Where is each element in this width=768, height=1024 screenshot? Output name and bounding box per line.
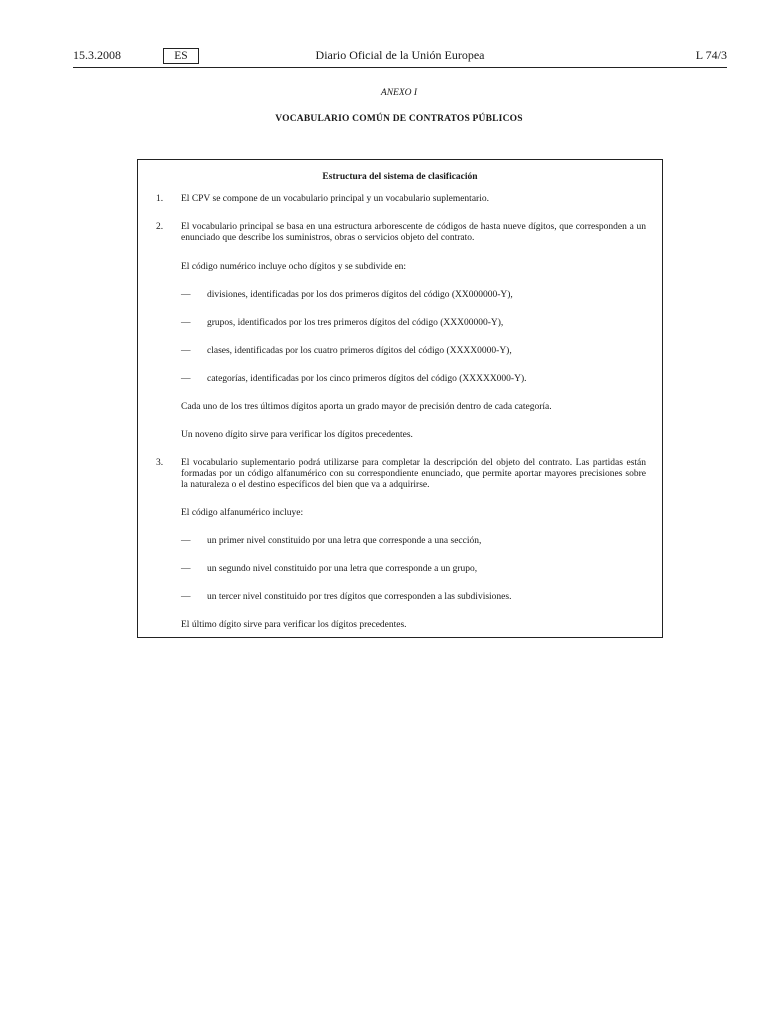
page-reference: L 74/3 — [695, 48, 727, 62]
journal-title: Diario Oficial de la Unión Europea — [315, 48, 485, 62]
dash-marker: — — [181, 374, 191, 384]
list-item: clases, identificadas por los cuatro primeros dígitos del código (XXXX0000-Y), — [207, 346, 512, 356]
item-intro: El código numérico incluye ocho dígitos y se subdivide en: — [181, 262, 407, 272]
paragraph: Cada uno de los tres últimos dígitos aporta un grado mayor de precisión dentro de cada categoría. — [181, 402, 552, 412]
box-title: Estructura del sistema de clasificación — [322, 172, 478, 182]
paragraph: El último dígito sirve para verificar los dígitos precedentes. — [181, 620, 407, 630]
dash-marker: — — [181, 564, 191, 574]
annex-label: ANEXO I — [380, 88, 418, 98]
dash-marker: — — [181, 318, 191, 328]
main-title: VOCABULARIO COMÚN DE CONTRATOS PÚBLICOS — [275, 114, 523, 124]
item-text: El vocabulario principal se basa en una estructura arborescente de códigos de hasta nueve dígitos, que corresponden a un enunciado que describe los suministros, obras o servicios objeto del contrato. — [181, 222, 646, 243]
list-item: divisiones, identificadas por los dos primeros dígitos del código (XX000000-Y), — [207, 290, 513, 300]
list-item: un primer nivel constituido por una letra que corresponde a una sección, — [207, 536, 482, 546]
item-number: 2. — [156, 222, 164, 232]
dash-marker: — — [181, 536, 191, 546]
dash-marker: — — [181, 290, 191, 300]
dash-marker: — — [181, 592, 191, 602]
dash-marker: — — [181, 346, 191, 356]
list-item: un tercer nivel constituido por tres dígitos que corresponden a las subdivisiones. — [207, 592, 512, 602]
item-number: 1. — [156, 194, 164, 204]
classification-box — [137, 159, 663, 638]
page-header — [0, 0, 768, 70]
list-item: un segundo nivel constituido por una letra que corresponde a un grupo, — [207, 564, 478, 574]
publication-date: 15.3.2008 — [73, 48, 121, 62]
item-intro: El código alfanumérico incluye: — [181, 508, 304, 518]
paragraph: Un noveno dígito sirve para verificar los dígitos precedentes. — [181, 430, 413, 440]
list-item: grupos, identificados por los tres primeros dígitos del código (XXX00000-Y), — [207, 318, 504, 328]
header-rule — [73, 67, 727, 68]
item-text: El vocabulario suplementario podrá utilizarse para completar la descripción del objeto del contrato. Las partidas están formadas por un código alfanumérico con su correspondiente enunciado, que permite aportar mayores precisiones sobre la naturaleza o el destino específicos del bien que va a adquirirse. — [181, 458, 646, 490]
item-text: El CPV se compone de un vocabulario principal y un vocabulario suplementario. — [181, 194, 489, 204]
item-number: 3. — [156, 458, 164, 468]
list-item: categorías, identificadas por los cinco primeros dígitos del código (XXXXX000-Y). — [207, 374, 527, 384]
language-badge: ES — [163, 48, 199, 64]
